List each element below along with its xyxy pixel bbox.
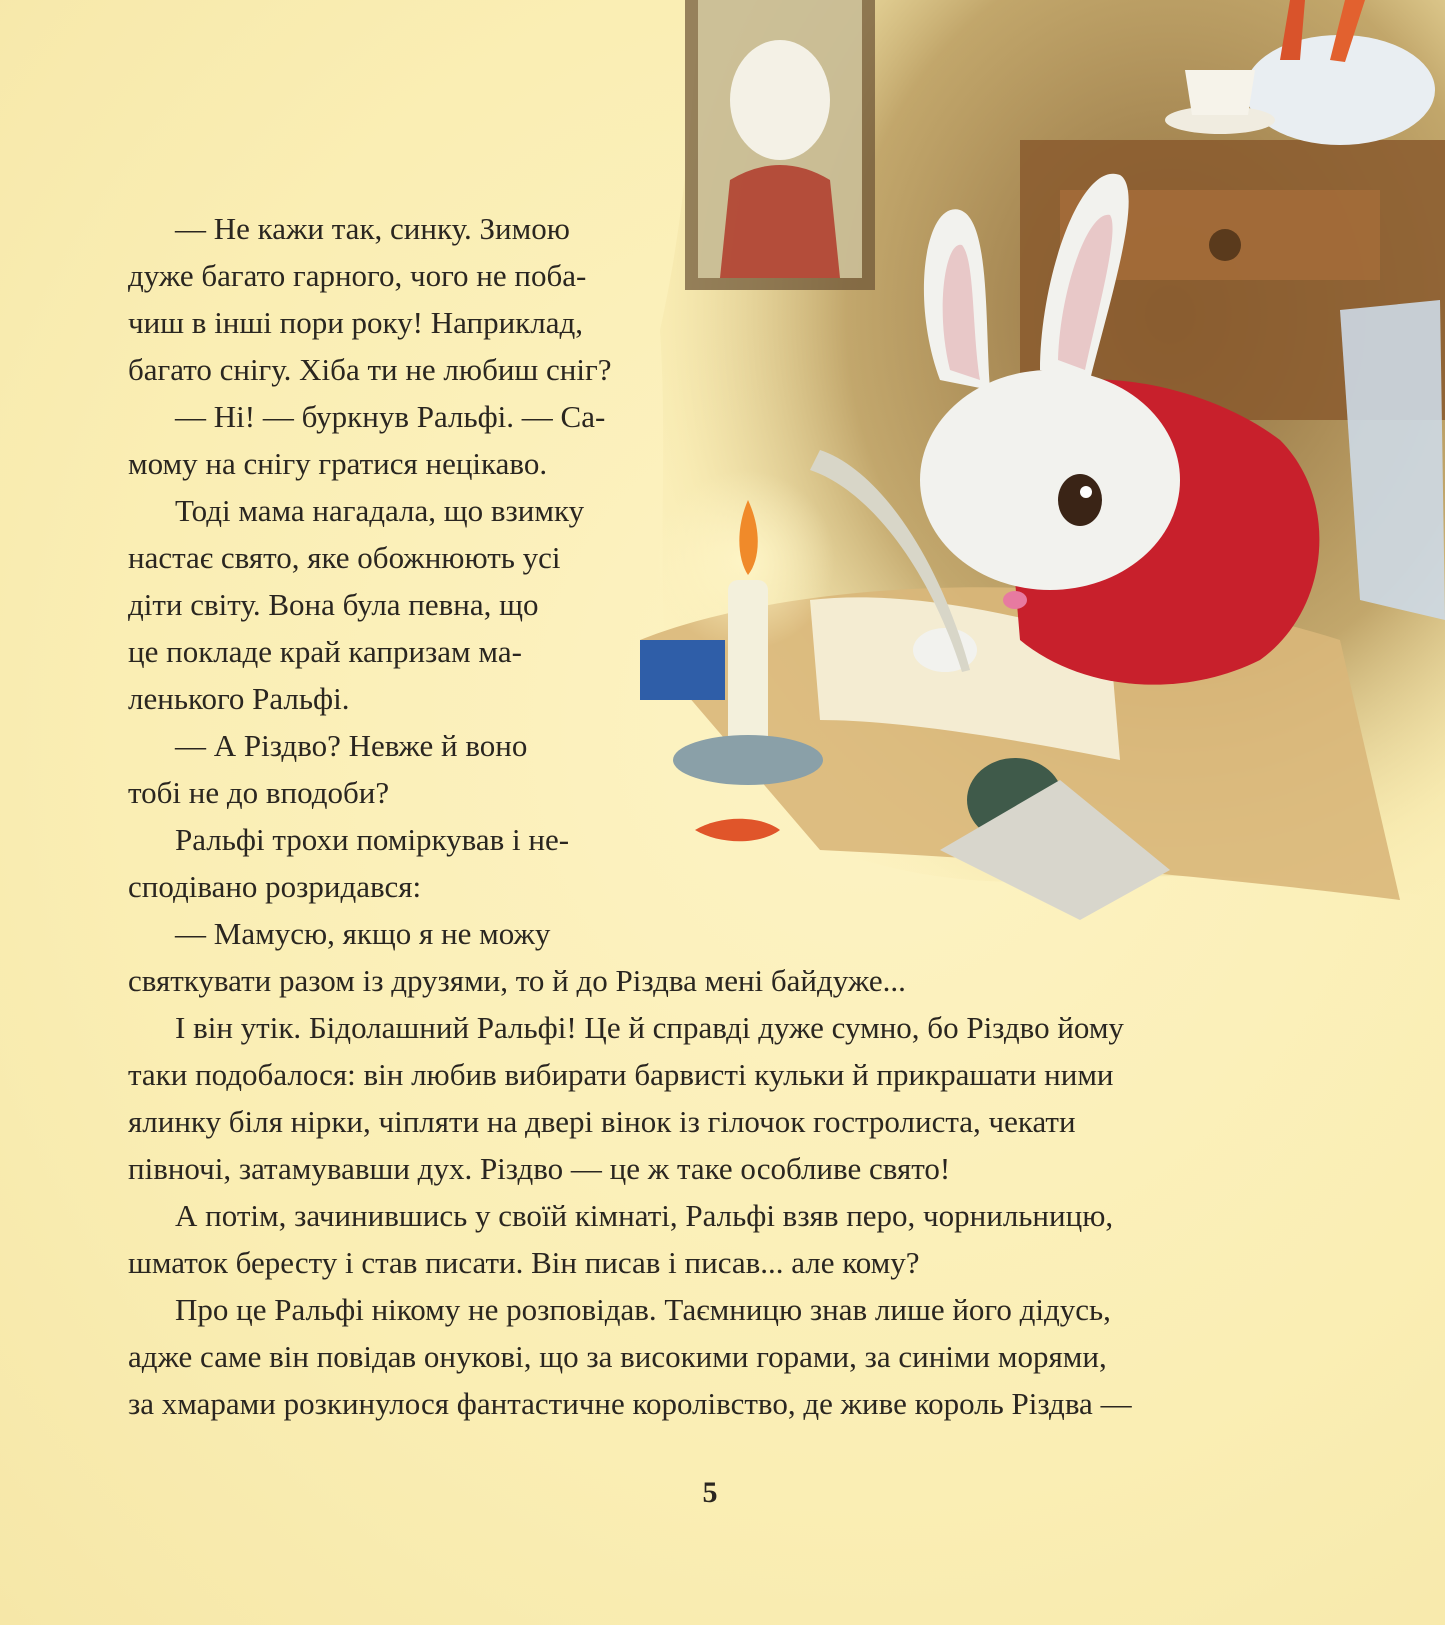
text-block-full-width [128,957,1293,1427]
story-line: Ральфі трохи поміркував і не- [175,822,570,857]
story-line: І він утік. Бідолашний Ральфі! Це й справді дуже сумно, бо Різдво йому [175,1010,1124,1045]
story-line: Про це Ральфі нікому не розповідав. Таємницю знав лише його дідусь, [175,1292,1111,1327]
story-line: мому на снігу гратися нецікаво. [128,446,548,481]
story-line: сподівано розридався: [128,869,422,904]
story-line: ленького Ральфі. [128,681,350,716]
story-line: багато снігу. Хіба ти не любиш сніг? [128,352,612,387]
story-line: діти світу. Вона була певна, що [128,587,539,622]
story-line: тобі не до вподоби? [128,775,390,810]
page-number: 5 [702,1476,718,1509]
story-line: за хмарами розкинулося фантастичне королівство, де живе король Різдва — [128,1386,1132,1421]
story-text [128,205,1293,1427]
story-line: — Мамусю, якщо я не можу [175,916,551,951]
story-line: А потім, зачинившись у своїй кімнаті, Ральфі взяв перо, чорнильницю, [175,1198,1114,1233]
story-line: чиш в інші пори року! Наприклад, [128,305,583,340]
story-line: Тоді мама нагадала, що взимку [175,493,585,528]
story-line: адже саме він повідав онукові, що за високими горами, за синіми морями, [128,1339,1107,1374]
story-line: дуже багато гарного, чого не поба- [128,258,587,293]
story-line: настає свято, яке обожнюють усі [128,540,561,575]
story-line: — Ні! — буркнув Ральфі. — Са- [175,399,606,434]
story-line: ялинку біля нірки, чіпляти на двері вінок із гілочок гостролиста, чекати [128,1104,1076,1139]
story-line: святкувати разом із друзями, то й до Різдва мені байдуже... [128,963,906,998]
text-block-beside-illustration [128,205,1293,957]
story-line: — Не кажи так, синку. Зимою [175,211,570,246]
story-line: це покладе край капризам ма- [128,634,522,669]
story-line: таки подобалося: він любив вибирати барвисті кульки й прикрашати ними [128,1057,1114,1092]
story-line: півночі, затамувавши дух. Різдво — це ж таке особливе свято! [128,1151,951,1186]
story-line: — А Різдво? Невже й воно [175,728,528,763]
story-line: шматок бересту і став писати. Він писав і писав... але кому? [128,1245,920,1280]
